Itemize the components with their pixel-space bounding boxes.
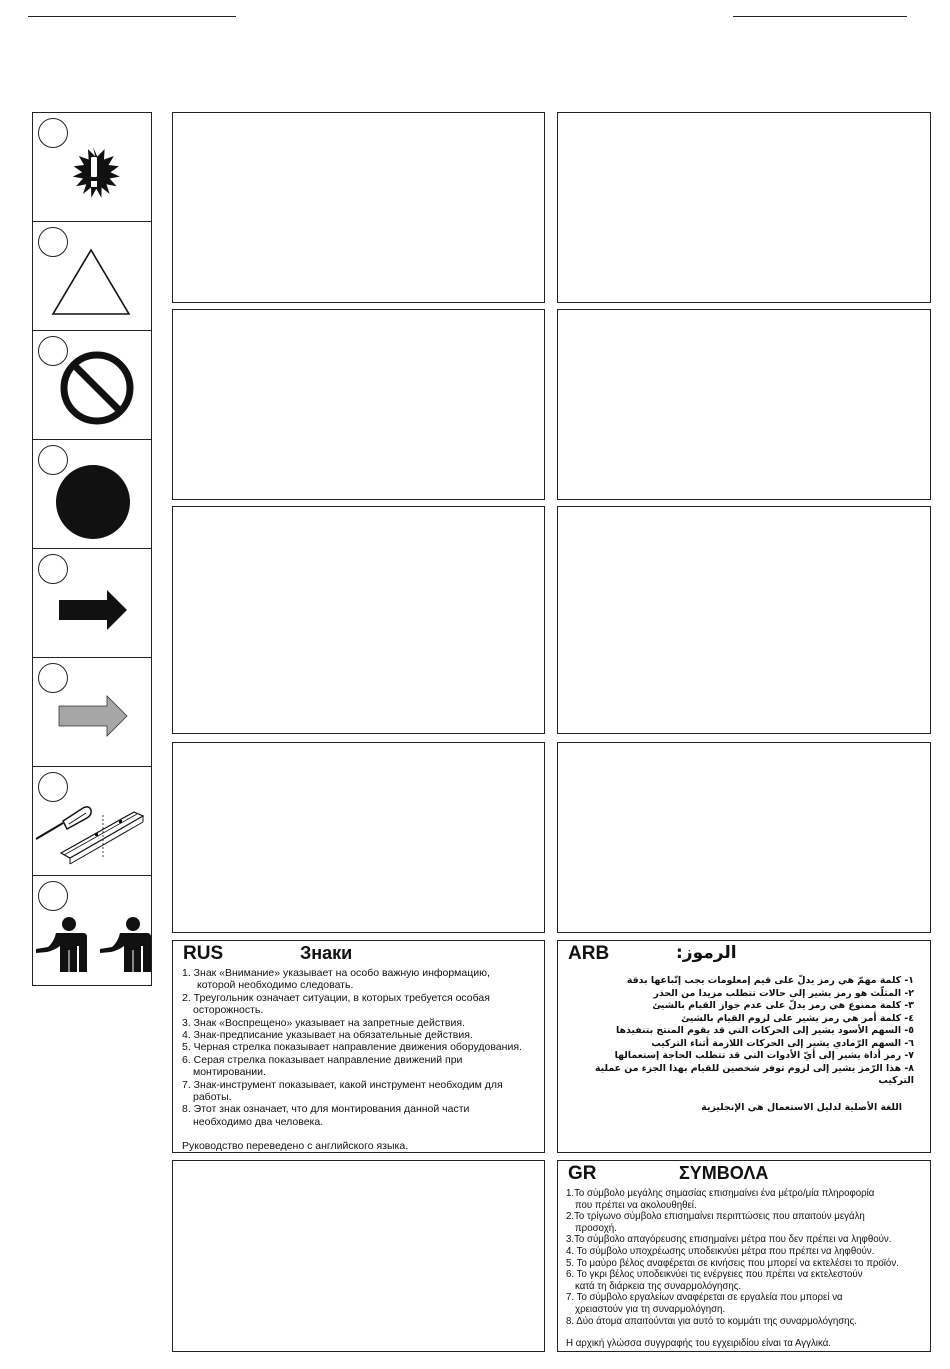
description-line: которой необходимо следовать. bbox=[197, 979, 354, 992]
symbol-cell-8 bbox=[32, 875, 152, 986]
language-code: GR bbox=[568, 1163, 597, 1184]
language-box-empty bbox=[172, 309, 545, 500]
translation-note: Руководство переведено с английского языка. bbox=[182, 1140, 409, 1153]
description-line: ٤- كلمة أمر هي رمز يشير على لزوم القيام بالشيئ bbox=[681, 1012, 914, 1024]
language-code: RUS bbox=[183, 943, 224, 964]
section-title: ΣΥΜΒΟΛΑ bbox=[679, 1163, 769, 1183]
description-line: 2.Το τρίγωνο σύμβολο επισημαίνει περιπτώσεις που απαιτούν μεγάλη bbox=[566, 1211, 865, 1223]
language-box-empty bbox=[172, 112, 545, 303]
symbol-column bbox=[32, 112, 152, 986]
translation-note: اللغة الأصلية لدليل الاستعمال هي الإنجليزية bbox=[701, 1101, 902, 1113]
description-line: 5. Черная стрелка показывает направление движения оборудования. bbox=[182, 1041, 522, 1054]
language-box-empty bbox=[557, 112, 931, 303]
description-line: ٨- هذا الرّمز يشير إلى لزوم توفر شخصين للقيام بهذا الجزء من عملية التركيب bbox=[595, 1062, 914, 1086]
description-line: 7. Знак-инструмент показывает, какой инструмент необходим для bbox=[182, 1078, 503, 1091]
symbol-cell-6 bbox=[32, 657, 152, 766]
warning-triangle-icon bbox=[33, 222, 153, 332]
description-line: 4. Знак-предписание указывает на обязательные действия. bbox=[182, 1029, 473, 1042]
prohibition-circle-icon bbox=[33, 331, 153, 441]
description-line: 6. Серая стрелка показывает направление движений при bbox=[182, 1053, 463, 1066]
description-line: 2. Треугольник означает ситуации, в которых требуется особая bbox=[182, 991, 490, 1004]
language-box-gr bbox=[557, 1160, 931, 1352]
filled-circle-icon bbox=[33, 440, 153, 550]
symbol-cell-1 bbox=[32, 112, 152, 221]
symbol-descriptions bbox=[568, 975, 914, 1114]
header-rule-right bbox=[733, 16, 907, 17]
language-box-arb bbox=[557, 940, 931, 1153]
language-box-rus bbox=[172, 940, 545, 1153]
description-line: 7. Το σύμβολο εργαλείων αναφέρεται σε εργαλεία που μπορεί να bbox=[566, 1292, 843, 1304]
language-box-empty bbox=[172, 742, 545, 933]
symbol-cell-4 bbox=[32, 439, 152, 548]
language-box-empty bbox=[557, 742, 931, 933]
description-line: 6. Το γκρι βέλος υποδεικνύει τις ενέργειες που πρέπει να εκτελεστούν bbox=[566, 1269, 863, 1281]
description-line: 4. Το σύμβολο υποχρέωσης υποδεικνύει μέτρα που πρέπει να ληφθούν. bbox=[566, 1245, 875, 1257]
symbol-cell-2 bbox=[32, 221, 152, 330]
header-rule-left bbox=[28, 16, 236, 17]
description-line: ١- كلمة مهمّ هي رمز يدلّ على قيم إمعلومات يجب إتّباعها بدقة bbox=[626, 975, 914, 986]
black-arrow-icon bbox=[33, 549, 153, 659]
description-line: работы. bbox=[193, 1091, 232, 1104]
language-box-empty bbox=[557, 506, 931, 734]
description-line: προσοχή. bbox=[575, 1222, 617, 1234]
symbol-cell-7 bbox=[32, 766, 152, 875]
description-line: κατά τη διάρκεια της συναρμολόγησης. bbox=[575, 1280, 742, 1292]
description-line: 8. Δύο άτομα απαιτούνται για αυτό το κομμάτι της συναρμολόγησης. bbox=[566, 1315, 857, 1327]
language-code: ARB bbox=[568, 943, 610, 964]
description-line: 8. Этот знак означает, что для монтирования данной части bbox=[182, 1103, 470, 1116]
description-line: ٣- كلمة ممنوع هي رمز يدلّ على عدم جواز القيام بالشيئ bbox=[652, 1000, 914, 1011]
symbol-cell-3 bbox=[32, 330, 152, 439]
description-line: 5. Το μαύρο βέλος αναφέρεται σε κινήσεις που μπορεί να εκτελέσει το προϊόν. bbox=[566, 1257, 899, 1269]
language-box-empty bbox=[172, 506, 545, 734]
symbol-descriptions bbox=[182, 967, 538, 1153]
description-line: που πρέπει να ακολουθηθεί. bbox=[575, 1199, 697, 1211]
screwdriver-tool-icon bbox=[33, 767, 153, 877]
description-line: 3.Το σύμβολο απαγόρευσης επισημαίνει μέτρα που δεν πρέπει να ληφθούν. bbox=[566, 1234, 892, 1246]
grey-arrow-icon bbox=[33, 658, 153, 768]
language-box-empty bbox=[557, 309, 931, 500]
description-line: монтировании. bbox=[193, 1066, 266, 1079]
translation-note: Η αρχική γλώσσα συγγραφής του εγχειριδίου είναι τα Αγγλικά. bbox=[566, 1338, 831, 1350]
description-line: ٧- رمز أداة يشير إلى أيّ الأدوات التي قد تتطلب الحاجة إستعمالها bbox=[614, 1050, 914, 1061]
symbol-cell-5 bbox=[32, 548, 152, 657]
description-line: 1.Το σύμβολο μεγάλης σημασίας επισημαίνει ένα μέτρο/μία πληροφορία bbox=[566, 1188, 875, 1199]
language-box-empty bbox=[172, 1160, 545, 1352]
description-line: 1. Знак «Внимание» указывает на особо важную информацию, bbox=[182, 967, 490, 979]
section-title: Знаки bbox=[300, 943, 353, 963]
description-line: ٢- المثلّث هو رمز يشير إلى حالات تتطلب مزيدا من الحذر bbox=[653, 987, 914, 999]
description-line: ٥- السهم الأسود يشير إلى الحركات التي قد يقوم المنتج بتنفيذها bbox=[615, 1025, 914, 1036]
two-persons-icon bbox=[33, 876, 153, 986]
description-line: необходимо два человека. bbox=[193, 1115, 324, 1128]
description-line: 3. Знак «Воспрещено» указывает на запретные действия. bbox=[182, 1016, 465, 1029]
description-line: χρειαστούν για τη συναρμολόγηση. bbox=[575, 1303, 726, 1315]
symbol-descriptions bbox=[566, 1188, 924, 1350]
section-title: الرموز: bbox=[676, 943, 737, 963]
exclamation-starburst-icon bbox=[33, 113, 153, 223]
description-line: ٦- السهم الرّمادي يشير إلى الحركات اللازمة أثناء التركيب bbox=[651, 1037, 914, 1049]
description-line: осторожность. bbox=[193, 1004, 264, 1017]
